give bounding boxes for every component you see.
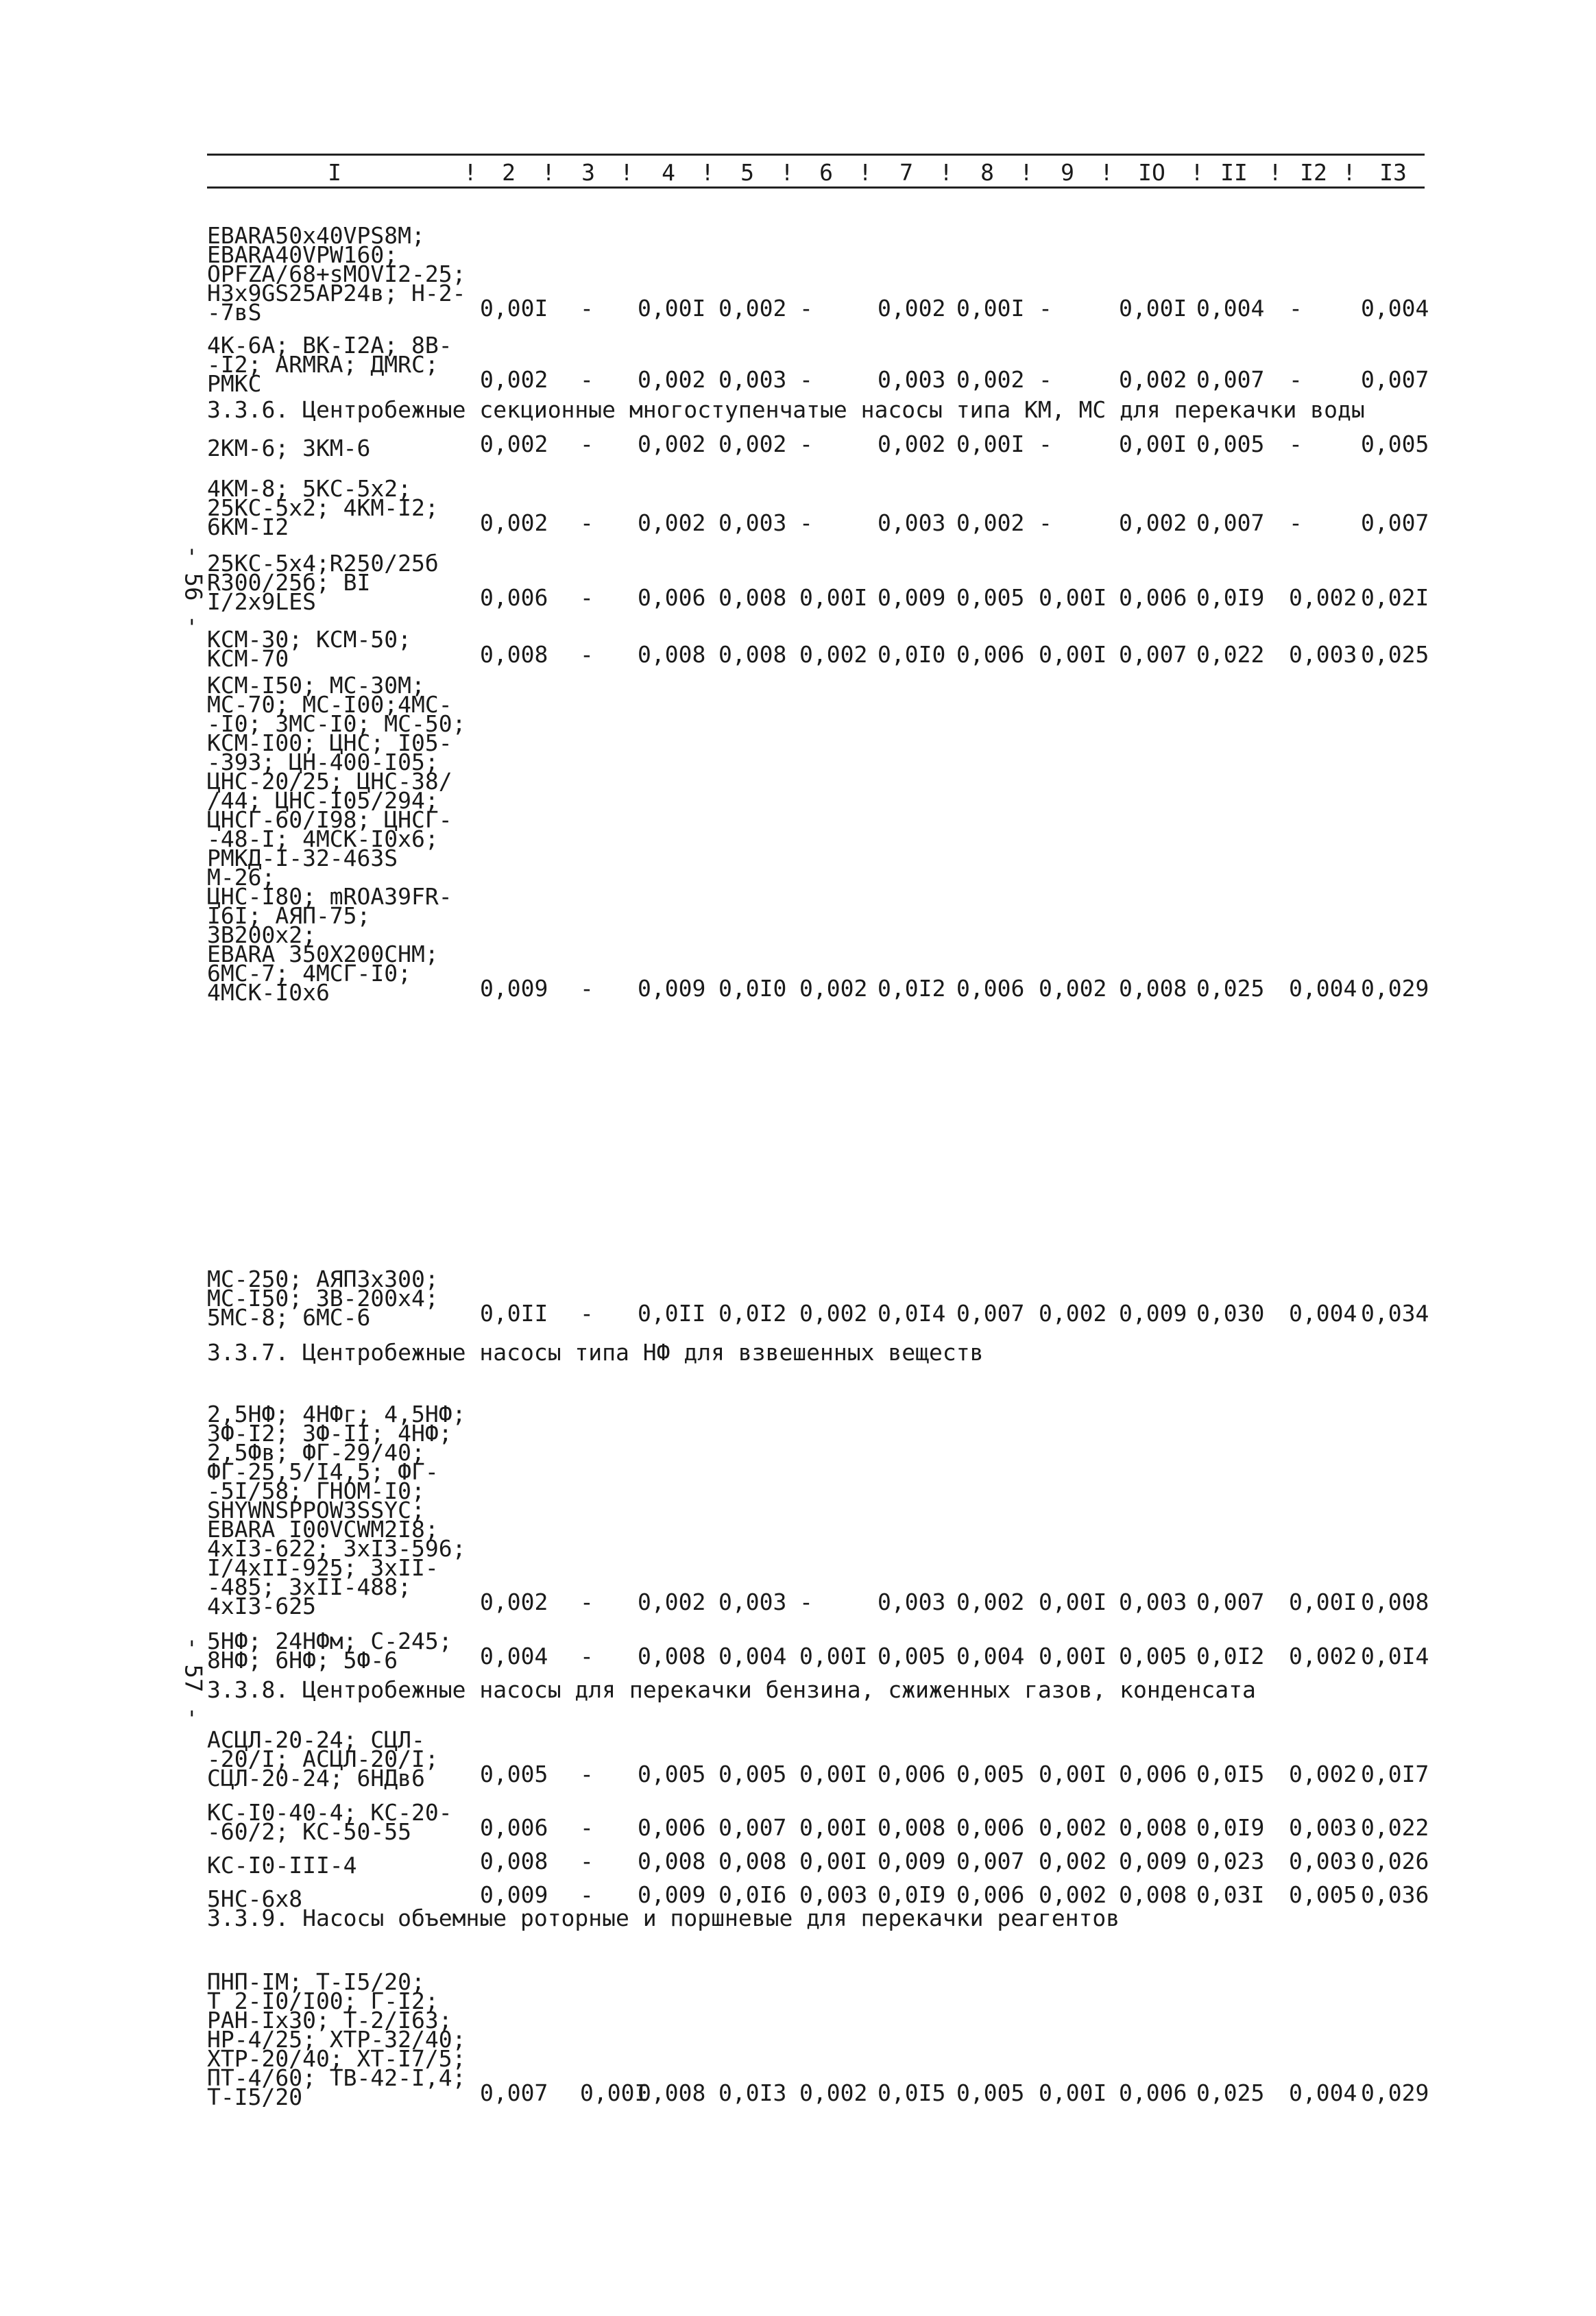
value-cell-col-12: - <box>1289 295 1303 322</box>
value-cell-col-11: 0,007 <box>1196 509 1265 536</box>
value-cell-col-3: - <box>580 1761 594 1787</box>
value-cell-col-6: 0,00I <box>799 1643 868 1669</box>
col-header-11: II <box>1220 159 1248 186</box>
value-cell-col-6: 0,00I <box>799 1761 868 1787</box>
value-cell-col-4: 0,008 <box>638 2079 706 2106</box>
value-cell-col-3: 0,00I <box>580 2079 649 2106</box>
value-cell-col-2: 0,0II <box>480 1300 548 1327</box>
value-cell-col-4: 0,009 <box>638 1881 706 1908</box>
value-cell-col-12: - <box>1289 431 1303 457</box>
value-cell-col-9: - <box>1039 366 1052 393</box>
col-header-separator: ! <box>1100 159 1113 186</box>
value-cell-col-12: 0,002 <box>1289 1643 1357 1669</box>
page-number-57: - 57 - <box>179 1636 207 1721</box>
value-cell-col-9: - <box>1039 295 1052 322</box>
row-values <box>207 431 1441 461</box>
pump-names-cell: КСМ-30; КСМ-50; КСМ-70 <box>207 626 412 672</box>
value-cell-col-9: 0,002 <box>1039 1300 1107 1327</box>
value-cell-col-2: 0,008 <box>480 641 548 668</box>
row-values <box>207 975 1441 1002</box>
col-header-separator: ! <box>939 159 953 186</box>
value-cell-col-7: 0,008 <box>878 1814 946 1841</box>
value-cell-col-6: - <box>799 509 813 536</box>
value-cell-col-4: 0,006 <box>638 1814 706 1841</box>
table-header <box>0 157 1596 189</box>
row-values <box>207 641 1441 668</box>
value-cell-col-11: 0,004 <box>1196 295 1265 322</box>
value-cell-col-4: 0,002 <box>638 509 706 536</box>
value-cell-col-8: 0,006 <box>956 1881 1025 1908</box>
page-number-56: - 56 - <box>179 544 207 629</box>
value-cell-col-9: 0,00I <box>1039 1643 1107 1669</box>
value-cell-col-5: 0,005 <box>718 1761 787 1787</box>
value-cell-col-4: 0,002 <box>638 366 706 393</box>
pump-names-cell: 2КМ-6; 3КМ-6 <box>207 435 371 461</box>
value-cell-col-9: 0,00I <box>1039 641 1107 668</box>
value-cell-col-2: 0,00I <box>480 295 548 322</box>
value-cell-col-13: 0,005 <box>1361 431 1429 457</box>
value-cell-col-4: 0,005 <box>638 1761 706 1787</box>
value-cell-col-5: 0,003 <box>718 509 787 536</box>
value-cell-col-10: 0,002 <box>1119 366 1187 393</box>
value-cell-col-9: 0,002 <box>1039 1814 1107 1841</box>
value-cell-col-10: 0,003 <box>1119 1589 1187 1615</box>
col-header-1: I <box>328 159 341 186</box>
value-cell-col-9: 0,00I <box>1039 2079 1107 2106</box>
value-cell-col-13: 0,029 <box>1361 975 1429 1002</box>
value-cell-col-4: 0,008 <box>638 1643 706 1669</box>
col-header-8: 8 <box>980 159 994 186</box>
value-cell-col-13: 0,02I <box>1361 584 1429 611</box>
value-cell-col-4: 0,008 <box>638 1848 706 1874</box>
header-top-rule <box>207 154 1425 156</box>
value-cell-col-9: 0,00I <box>1039 1761 1107 1787</box>
value-cell-col-3: - <box>580 431 594 457</box>
value-cell-col-4: 0,008 <box>638 641 706 668</box>
value-cell-col-7: 0,003 <box>878 1589 946 1615</box>
value-cell-col-13: 0,025 <box>1361 641 1429 668</box>
value-cell-col-8: 0,006 <box>956 641 1025 668</box>
value-cell-col-5: 0,0I6 <box>718 1881 787 1908</box>
value-cell-col-4: 0,002 <box>638 1589 706 1615</box>
pump-names-cell: КСМ-I50; МС-30М; МС-70; МС-I00;4МС- -I0; 3МС-I0; МС-50; КСМ-I00; ЦНС; I05- -393; ЦН-400-I05; ЦНС-20/25; ЦНС-38/ /44; ЦНС-I05/294; ЦНСГ-60/I98; ЦНСГ- -48-I; 4МСК-I0x6; РМКД-I-32-46ЗS М-26; ЦНС-I80; mROA39FR- I6I; АЯП-75; 3В200x2; EBARA 350X200CHM; 6МС-7; 4МСГ-I0; 4МСК-I0x6 <box>207 672 466 1006</box>
value-cell-col-13: 0,026 <box>1361 1848 1429 1874</box>
value-cell-col-10: 0,002 <box>1119 509 1187 536</box>
value-cell-col-5: 0,002 <box>718 431 787 457</box>
value-cell-col-11: 0,030 <box>1196 1300 1265 1327</box>
value-cell-col-7: 0,0I0 <box>878 641 946 668</box>
pump-names-cell: 2,5НФ; 4НФг; 4,5НФ; 3Ф-I2; 3Ф-II; 4НФ; 2,5Фв; ФГ-29/40; ФГ-25,5/I4,5; ФГ- -5I/58; ГНОМ-I0; SHYWNSPPOW3SSYC; EBARA I00VCWM2I8; 4xI3-622; 3xI3-596; I/4xII-925; 3xII- -485; 3xII-488; 4xI3-625 <box>207 1401 466 1619</box>
value-cell-col-5: 0,0I3 <box>718 2079 787 2106</box>
value-cell-col-8: 0,005 <box>956 584 1025 611</box>
value-cell-col-6: 0,002 <box>799 641 868 668</box>
value-cell-col-7: 0,0I2 <box>878 975 946 1002</box>
value-cell-col-8: 0,002 <box>956 1589 1025 1615</box>
value-cell-col-9: 0,00I <box>1039 1589 1107 1615</box>
value-cell-col-12: 0,003 <box>1289 1814 1357 1841</box>
value-cell-col-11: 0,007 <box>1196 1589 1265 1615</box>
value-cell-col-13: 0,007 <box>1361 509 1429 536</box>
col-header-10: IO <box>1138 159 1165 186</box>
value-cell-col-13: 0,0I7 <box>1361 1761 1429 1787</box>
value-cell-col-9: - <box>1039 431 1052 457</box>
value-cell-col-10: 0,005 <box>1119 1643 1187 1669</box>
value-cell-col-12: 0,003 <box>1289 641 1357 668</box>
value-cell-col-7: 0,0I9 <box>878 1881 946 1908</box>
value-cell-col-8: 0,00I <box>956 295 1025 322</box>
value-cell-col-5: 0,0I0 <box>718 975 787 1002</box>
value-cell-col-4: 0,002 <box>638 431 706 457</box>
value-cell-col-7: 0,005 <box>878 1643 946 1669</box>
col-header-separator: ! <box>542 159 555 186</box>
value-cell-col-2: 0,004 <box>480 1643 548 1669</box>
value-cell-col-6: - <box>799 295 813 322</box>
value-cell-col-7: 0,0I4 <box>878 1300 946 1327</box>
value-cell-col-11: 0,023 <box>1196 1848 1265 1874</box>
value-cell-col-9: 0,002 <box>1039 1848 1107 1874</box>
value-cell-col-10: 0,00I <box>1119 295 1187 322</box>
value-cell-col-7: 0,0I5 <box>878 2079 946 2106</box>
value-cell-col-5: 0,007 <box>718 1814 787 1841</box>
value-cell-col-3: - <box>580 1300 594 1327</box>
value-cell-col-7: 0,006 <box>878 1761 946 1787</box>
value-cell-col-10: 0,00I <box>1119 431 1187 457</box>
value-cell-col-12: 0,002 <box>1289 1761 1357 1787</box>
value-cell-col-2: 0,005 <box>480 1761 548 1787</box>
col-header-separator: ! <box>620 159 633 186</box>
row-values <box>207 1643 1441 1670</box>
col-header-separator: ! <box>858 159 872 186</box>
col-header-separator: ! <box>463 159 477 186</box>
pump-names-cell: КС-I0-40-4; КС-20- -60/2; КС-50-55 <box>207 1799 452 1845</box>
section-title-3-3-6: 3.3.6. Центробежные секционные многоступенчатые насосы типа КМ, МС для перекачки воды <box>207 396 1365 423</box>
row-values <box>207 366 1441 394</box>
col-header-separator: ! <box>1190 159 1204 186</box>
value-cell-col-7: 0,002 <box>878 431 946 457</box>
value-cell-col-12: 0,004 <box>1289 975 1357 1002</box>
value-cell-col-8: 0,005 <box>956 1761 1025 1787</box>
value-cell-col-4: 0,006 <box>638 584 706 611</box>
value-cell-col-13: 0,022 <box>1361 1814 1429 1841</box>
value-cell-col-9: 0,002 <box>1039 975 1107 1002</box>
value-cell-col-2: 0,002 <box>480 1589 548 1615</box>
value-cell-col-13: 0,004 <box>1361 295 1429 322</box>
row-values <box>207 1814 1441 1842</box>
value-cell-col-6: 0,003 <box>799 1881 868 1908</box>
value-cell-col-12: - <box>1289 366 1303 393</box>
value-cell-col-6: - <box>799 1589 813 1615</box>
value-cell-col-6: 0,002 <box>799 975 868 1002</box>
value-cell-col-12: 0,004 <box>1289 2079 1357 2106</box>
value-cell-col-8: 0,006 <box>956 1814 1025 1841</box>
col-header-separator: ! <box>780 159 794 186</box>
row-values <box>207 1300 1441 1327</box>
value-cell-col-11: 0,025 <box>1196 2079 1265 2106</box>
value-cell-col-10: 0,008 <box>1119 1814 1187 1841</box>
value-cell-col-10: 0,008 <box>1119 1881 1187 1908</box>
pump-names-cell: 5НС-6x8 <box>207 1885 303 1912</box>
value-cell-col-11: 0,03I <box>1196 1881 1265 1908</box>
col-header-separator: ! <box>1268 159 1282 186</box>
value-cell-col-10: 0,006 <box>1119 1761 1187 1787</box>
col-header-separator: ! <box>1342 159 1356 186</box>
value-cell-col-8: 0,007 <box>956 1300 1025 1327</box>
pump-names-cell: 5НФ; 24НФм; С-245; 8НФ; 6НФ; 5Ф-6 <box>207 1628 452 1674</box>
value-cell-col-10: 0,006 <box>1119 584 1187 611</box>
col-header-12: I2 <box>1300 159 1327 186</box>
col-header-13: I3 <box>1379 159 1407 186</box>
value-cell-col-2: 0,008 <box>480 1848 548 1874</box>
pump-names-cell: КС-I0-III-4 <box>207 1852 357 1879</box>
value-cell-col-6: 0,00I <box>799 1814 868 1841</box>
row-values <box>207 1589 1441 1616</box>
value-cell-col-3: - <box>580 295 594 322</box>
value-cell-col-6: 0,00I <box>799 584 868 611</box>
pump-names-cell: 25КС-5x4;R250/25б R300/25б; BI I/2x9LES <box>207 550 439 615</box>
value-cell-col-3: - <box>580 1848 594 1874</box>
value-cell-col-13: 0,029 <box>1361 2079 1429 2106</box>
col-header-2: 2 <box>502 159 516 186</box>
value-cell-col-2: 0,002 <box>480 509 548 536</box>
value-cell-col-3: - <box>580 641 594 668</box>
row-values <box>207 2079 1441 2107</box>
value-cell-col-3: - <box>580 1589 594 1615</box>
value-cell-col-4: 0,0II <box>638 1300 706 1327</box>
col-header-9: 9 <box>1061 159 1074 186</box>
row-values <box>207 1761 1441 1788</box>
value-cell-col-5: 0,0I2 <box>718 1300 787 1327</box>
value-cell-col-11: 0,0I9 <box>1196 1814 1265 1841</box>
value-cell-col-11: 0,022 <box>1196 641 1265 668</box>
value-cell-col-3: - <box>580 1814 594 1841</box>
value-cell-col-11: 0,025 <box>1196 975 1265 1002</box>
section-title-3-3-8: 3.3.8. Центробежные насосы для перекачки бензина, сжиженных газов, конденсата <box>207 1676 1256 1703</box>
value-cell-col-8: 0,006 <box>956 975 1025 1002</box>
value-cell-col-3: - <box>580 509 594 536</box>
value-cell-col-10: 0,006 <box>1119 2079 1187 2106</box>
value-cell-col-3: - <box>580 1881 594 1908</box>
value-cell-col-13: 0,034 <box>1361 1300 1429 1327</box>
value-cell-col-8: 0,005 <box>956 2079 1025 2106</box>
value-cell-col-9: 0,002 <box>1039 1881 1107 1908</box>
value-cell-col-6: - <box>799 366 813 393</box>
value-cell-col-8: 0,00I <box>956 431 1025 457</box>
value-cell-col-5: 0,008 <box>718 584 787 611</box>
value-cell-col-10: 0,007 <box>1119 641 1187 668</box>
value-cell-col-2: 0,007 <box>480 2079 548 2106</box>
value-cell-col-2: 0,006 <box>480 1814 548 1841</box>
pump-names-cell: 4K-6A; BK-I2A; 8B- -I2; ARMRA; ДMRC; PMKC <box>207 332 452 397</box>
value-cell-col-8: 0,007 <box>956 1848 1025 1874</box>
value-cell-col-3: - <box>580 975 594 1002</box>
value-cell-col-7: 0,002 <box>878 295 946 322</box>
value-cell-col-5: 0,008 <box>718 641 787 668</box>
value-cell-col-2: 0,002 <box>480 366 548 393</box>
value-cell-col-10: 0,009 <box>1119 1848 1187 1874</box>
value-cell-col-3: - <box>580 366 594 393</box>
col-header-7: 7 <box>899 159 913 186</box>
value-cell-col-4: 0,00I <box>638 295 706 322</box>
value-cell-col-11: 0,0I9 <box>1196 584 1265 611</box>
pump-names-cell: 4КМ-8; 5КС-5x2; 25КС-5x2; 4КМ-I2; 6КМ-I2 <box>207 475 439 540</box>
value-cell-col-6: 0,002 <box>799 2079 868 2106</box>
value-cell-col-12: - <box>1289 509 1303 536</box>
value-cell-col-3: - <box>580 1643 594 1669</box>
value-cell-col-11: 0,0I5 <box>1196 1761 1265 1787</box>
value-cell-col-2: 0,002 <box>480 431 548 457</box>
value-cell-col-13: 0,008 <box>1361 1589 1429 1615</box>
value-cell-col-5: 0,008 <box>718 1848 787 1874</box>
value-cell-col-7: 0,009 <box>878 584 946 611</box>
col-header-separator: ! <box>701 159 714 186</box>
value-cell-col-9: - <box>1039 509 1052 536</box>
row-values <box>207 1848 1441 1879</box>
value-cell-col-6: 0,00I <box>799 1848 868 1874</box>
value-cell-col-5: 0,003 <box>718 366 787 393</box>
col-header-3: 3 <box>581 159 595 186</box>
value-cell-col-7: 0,003 <box>878 509 946 536</box>
section-title-3-3-7: 3.3.7. Центробежные насосы типа НФ для взвешенных веществ <box>207 1339 984 1366</box>
value-cell-col-7: 0,003 <box>878 366 946 393</box>
value-cell-col-8: 0,004 <box>956 1643 1025 1669</box>
col-header-5: 5 <box>740 159 754 186</box>
value-cell-col-11: 0,007 <box>1196 366 1265 393</box>
pump-names-cell: ПНП-IМ; Т-I5/20; Т 2-I0/I00; Г-I2; РАН-Ix30; Т-2/I63; НР-4/25; ХТР-32/40; ХТР-20/40; ХТ-I7/5; ПТ-4/60; ТВ-42-I,4; Т-I5/20 <box>207 1968 466 2110</box>
value-cell-col-11: 0,0I2 <box>1196 1643 1265 1669</box>
row-values <box>207 509 1441 537</box>
value-cell-col-2: 0,009 <box>480 1881 548 1908</box>
value-cell-col-7: 0,009 <box>878 1848 946 1874</box>
value-cell-col-8: 0,002 <box>956 509 1025 536</box>
value-cell-col-12: 0,004 <box>1289 1300 1357 1327</box>
value-cell-col-8: 0,002 <box>956 366 1025 393</box>
value-cell-col-13: 0,0I4 <box>1361 1643 1429 1669</box>
header-bottom-rule <box>207 186 1425 189</box>
col-header-separator: ! <box>1019 159 1033 186</box>
value-cell-col-11: 0,005 <box>1196 431 1265 457</box>
value-cell-col-6: 0,002 <box>799 1300 868 1327</box>
row-values <box>207 1881 1441 1912</box>
row-values <box>207 584 1441 612</box>
value-cell-col-13: 0,036 <box>1361 1881 1429 1908</box>
col-header-4: 4 <box>662 159 675 186</box>
row-values <box>207 295 1441 322</box>
pump-names-cell: АСЦЛ-20-24; СЦЛ- -20/I; АСЦЛ-20/I; СЦЛ-20-24; 6НДв6 <box>207 1726 439 1792</box>
value-cell-col-3: - <box>580 584 594 611</box>
value-cell-col-5: 0,002 <box>718 295 787 322</box>
value-cell-col-2: 0,009 <box>480 975 548 1002</box>
value-cell-col-5: 0,004 <box>718 1643 787 1669</box>
value-cell-col-12: 0,005 <box>1289 1881 1357 1908</box>
value-cell-col-12: 0,00I <box>1289 1589 1357 1615</box>
value-cell-col-9: 0,00I <box>1039 584 1107 611</box>
value-cell-col-10: 0,008 <box>1119 975 1187 1002</box>
pump-names-cell: МС-250; АЯП3x300; МС-I50; 3В-200x4; 5МС-8; 6МС-6 <box>207 1266 439 1331</box>
value-cell-col-13: 0,007 <box>1361 366 1429 393</box>
value-cell-col-2: 0,006 <box>480 584 548 611</box>
col-header-6: 6 <box>819 159 833 186</box>
value-cell-col-6: - <box>799 431 813 457</box>
value-cell-col-12: 0,003 <box>1289 1848 1357 1874</box>
pump-names-cell: EBARA50x40VPS8M; EBARA40VPW160; OPFZA/68+sMOVI2-25; H3x9GS25AP24в; H-2- -7вS <box>207 222 466 326</box>
section-title-3-3-9: 3.3.9. Насосы объемные роторные и поршневые для перекачки реагентов <box>207 1905 1120 1931</box>
value-cell-col-5: 0,003 <box>718 1589 787 1615</box>
value-cell-col-4: 0,009 <box>638 975 706 1002</box>
value-cell-col-10: 0,009 <box>1119 1300 1187 1327</box>
value-cell-col-12: 0,002 <box>1289 584 1357 611</box>
